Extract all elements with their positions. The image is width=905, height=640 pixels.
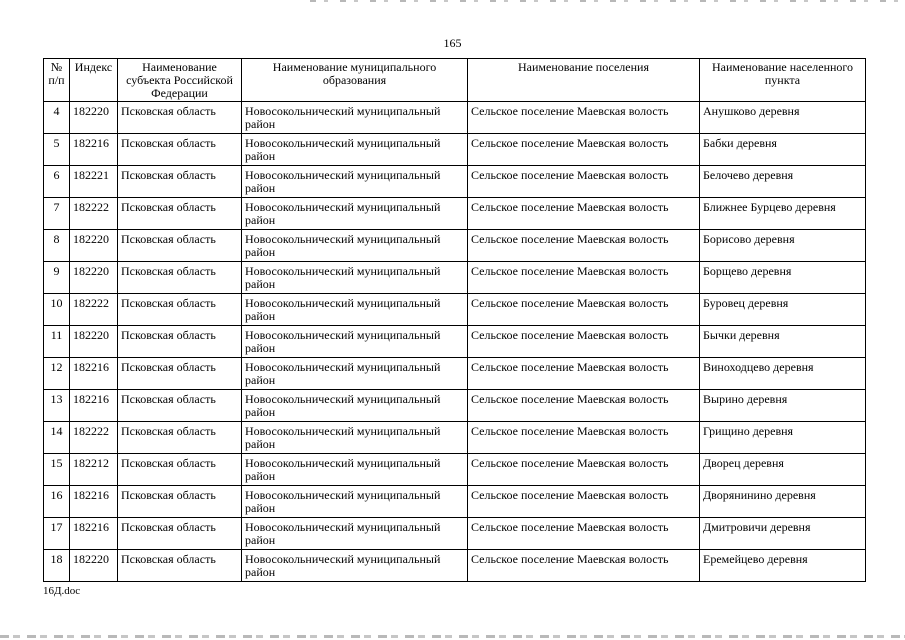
table-row bbox=[44, 262, 866, 294]
cell-subject: Псковская область bbox=[118, 102, 242, 134]
cell-index: 182212 bbox=[70, 454, 118, 486]
cell-subject: Псковская область bbox=[118, 166, 242, 198]
cell-num: 6 bbox=[44, 166, 70, 198]
cell-index: 182216 bbox=[70, 390, 118, 422]
cell-num: 17 bbox=[44, 518, 70, 550]
cell-index: 182222 bbox=[70, 198, 118, 230]
cell-locality: Дворянинино деревня bbox=[700, 486, 866, 518]
cell-index: 182216 bbox=[70, 134, 118, 166]
cell-num: 9 bbox=[44, 262, 70, 294]
header-settlement: Наименование поселения bbox=[468, 59, 700, 102]
cell-settlement: Сельское поселение Маевская волость bbox=[468, 262, 700, 294]
cell-municipality: Новосокольнический муниципальный район bbox=[242, 518, 468, 550]
locality-registry-table bbox=[43, 58, 866, 582]
cell-municipality: Новосокольнический муниципальный район bbox=[242, 390, 468, 422]
table-row bbox=[44, 102, 866, 134]
table-row bbox=[44, 134, 866, 166]
table-row bbox=[44, 230, 866, 262]
cell-num: 5 bbox=[44, 134, 70, 166]
cell-locality: Вырино деревня bbox=[700, 390, 866, 422]
cell-municipality: Новосокольнический муниципальный район bbox=[242, 454, 468, 486]
cell-municipality: Новосокольнический муниципальный район bbox=[242, 358, 468, 390]
cell-locality: Грищино деревня bbox=[700, 422, 866, 454]
cell-municipality: Новосокольнический муниципальный район bbox=[242, 166, 468, 198]
cell-locality: Анушково деревня bbox=[700, 102, 866, 134]
cell-num: 10 bbox=[44, 294, 70, 326]
header-num: № п/п bbox=[44, 59, 70, 102]
header-locality: Наименование населенного пункта bbox=[700, 59, 866, 102]
table-row bbox=[44, 294, 866, 326]
cell-municipality: Новосокольнический муниципальный район bbox=[242, 198, 468, 230]
table-row bbox=[44, 166, 866, 198]
cell-locality: Белочево деревня bbox=[700, 166, 866, 198]
cell-municipality: Новосокольнический муниципальный район bbox=[242, 102, 468, 134]
cell-num: 7 bbox=[44, 198, 70, 230]
cell-settlement: Сельское поселение Маевская волость bbox=[468, 422, 700, 454]
cell-subject: Псковская область bbox=[118, 422, 242, 454]
cell-subject: Псковская область bbox=[118, 550, 242, 582]
table-body bbox=[44, 102, 866, 582]
scan-artifact-bottom bbox=[0, 635, 905, 638]
cell-locality: Борисово деревня bbox=[700, 230, 866, 262]
table-row bbox=[44, 518, 866, 550]
cell-subject: Псковская область bbox=[118, 358, 242, 390]
header-municipality: Наименование муниципального образования bbox=[242, 59, 468, 102]
cell-locality: Буровец деревня bbox=[700, 294, 866, 326]
cell-settlement: Сельское поселение Маевская волость bbox=[468, 550, 700, 582]
cell-index: 182220 bbox=[70, 230, 118, 262]
cell-index: 182220 bbox=[70, 102, 118, 134]
cell-num: 14 bbox=[44, 422, 70, 454]
table-row bbox=[44, 326, 866, 358]
page-number: 165 bbox=[443, 36, 462, 50]
scan-artifact-top bbox=[310, 0, 900, 2]
header-subject: Наименование субъекта Российской Федерации bbox=[118, 59, 242, 102]
cell-settlement: Сельское поселение Маевская волость bbox=[468, 166, 700, 198]
cell-subject: Псковская область bbox=[118, 262, 242, 294]
cell-num: 13 bbox=[44, 390, 70, 422]
cell-locality: Борщево деревня bbox=[700, 262, 866, 294]
cell-locality: Бычки деревня bbox=[700, 326, 866, 358]
cell-subject: Псковская область bbox=[118, 326, 242, 358]
table-row bbox=[44, 390, 866, 422]
cell-subject: Псковская область bbox=[118, 294, 242, 326]
cell-subject: Псковская область bbox=[118, 454, 242, 486]
cell-subject: Псковская область bbox=[118, 134, 242, 166]
cell-num: 18 bbox=[44, 550, 70, 582]
cell-settlement: Сельское поселение Маевская волость bbox=[468, 454, 700, 486]
table-row bbox=[44, 550, 866, 582]
footer-filename: 16Д.doc bbox=[43, 585, 81, 597]
cell-settlement: Сельское поселение Маевская волость bbox=[468, 134, 700, 166]
cell-municipality: Новосокольнический муниципальный район bbox=[242, 134, 468, 166]
cell-index: 182220 bbox=[70, 326, 118, 358]
cell-index: 182216 bbox=[70, 358, 118, 390]
header-index: Индекс bbox=[70, 59, 118, 102]
cell-settlement: Сельское поселение Маевская волость bbox=[468, 358, 700, 390]
cell-subject: Псковская область bbox=[118, 230, 242, 262]
cell-municipality: Новосокольнический муниципальный район bbox=[242, 486, 468, 518]
cell-num: 11 bbox=[44, 326, 70, 358]
cell-index: 182216 bbox=[70, 486, 118, 518]
cell-settlement: Сельское поселение Маевская волость bbox=[468, 326, 700, 358]
cell-municipality: Новосокольнический муниципальный район bbox=[242, 230, 468, 262]
cell-settlement: Сельское поселение Маевская волость bbox=[468, 230, 700, 262]
cell-index: 182220 bbox=[70, 262, 118, 294]
cell-locality: Виноходцево деревня bbox=[700, 358, 866, 390]
cell-num: 16 bbox=[44, 486, 70, 518]
cell-subject: Псковская область bbox=[118, 518, 242, 550]
table-row bbox=[44, 198, 866, 230]
cell-index: 182220 bbox=[70, 550, 118, 582]
cell-locality: Ближнее Бурцево деревня bbox=[700, 198, 866, 230]
cell-locality: Дворец деревня bbox=[700, 454, 866, 486]
cell-municipality: Новосокольнический муниципальный район bbox=[242, 294, 468, 326]
cell-municipality: Новосокольнический муниципальный район bbox=[242, 550, 468, 582]
table-row bbox=[44, 422, 866, 454]
cell-municipality: Новосокольнический муниципальный район bbox=[242, 326, 468, 358]
cell-num: 15 bbox=[44, 454, 70, 486]
cell-municipality: Новосокольнический муниципальный район bbox=[242, 262, 468, 294]
cell-settlement: Сельское поселение Маевская волость bbox=[468, 102, 700, 134]
cell-index: 182222 bbox=[70, 294, 118, 326]
cell-num: 4 bbox=[44, 102, 70, 134]
cell-settlement: Сельское поселение Маевская волость bbox=[468, 198, 700, 230]
cell-settlement: Сельское поселение Маевская волость bbox=[468, 390, 700, 422]
cell-index: 182222 bbox=[70, 422, 118, 454]
cell-num: 8 bbox=[44, 230, 70, 262]
cell-subject: Псковская область bbox=[118, 198, 242, 230]
table-row bbox=[44, 454, 866, 486]
cell-subject: Псковская область bbox=[118, 486, 242, 518]
table-header-row bbox=[44, 59, 866, 102]
cell-subject: Псковская область bbox=[118, 390, 242, 422]
cell-index: 182216 bbox=[70, 518, 118, 550]
cell-locality: Бабки деревня bbox=[700, 134, 866, 166]
cell-municipality: Новосокольнический муниципальный район bbox=[242, 422, 468, 454]
cell-settlement: Сельское поселение Маевская волость bbox=[468, 518, 700, 550]
table-row bbox=[44, 486, 866, 518]
cell-num: 12 bbox=[44, 358, 70, 390]
cell-locality: Еремейцево деревня bbox=[700, 550, 866, 582]
cell-index: 182221 bbox=[70, 166, 118, 198]
cell-settlement: Сельское поселение Маевская волость bbox=[468, 486, 700, 518]
cell-locality: Дмитровичи деревня bbox=[700, 518, 866, 550]
table-row bbox=[44, 358, 866, 390]
cell-settlement: Сельское поселение Маевская волость bbox=[468, 294, 700, 326]
